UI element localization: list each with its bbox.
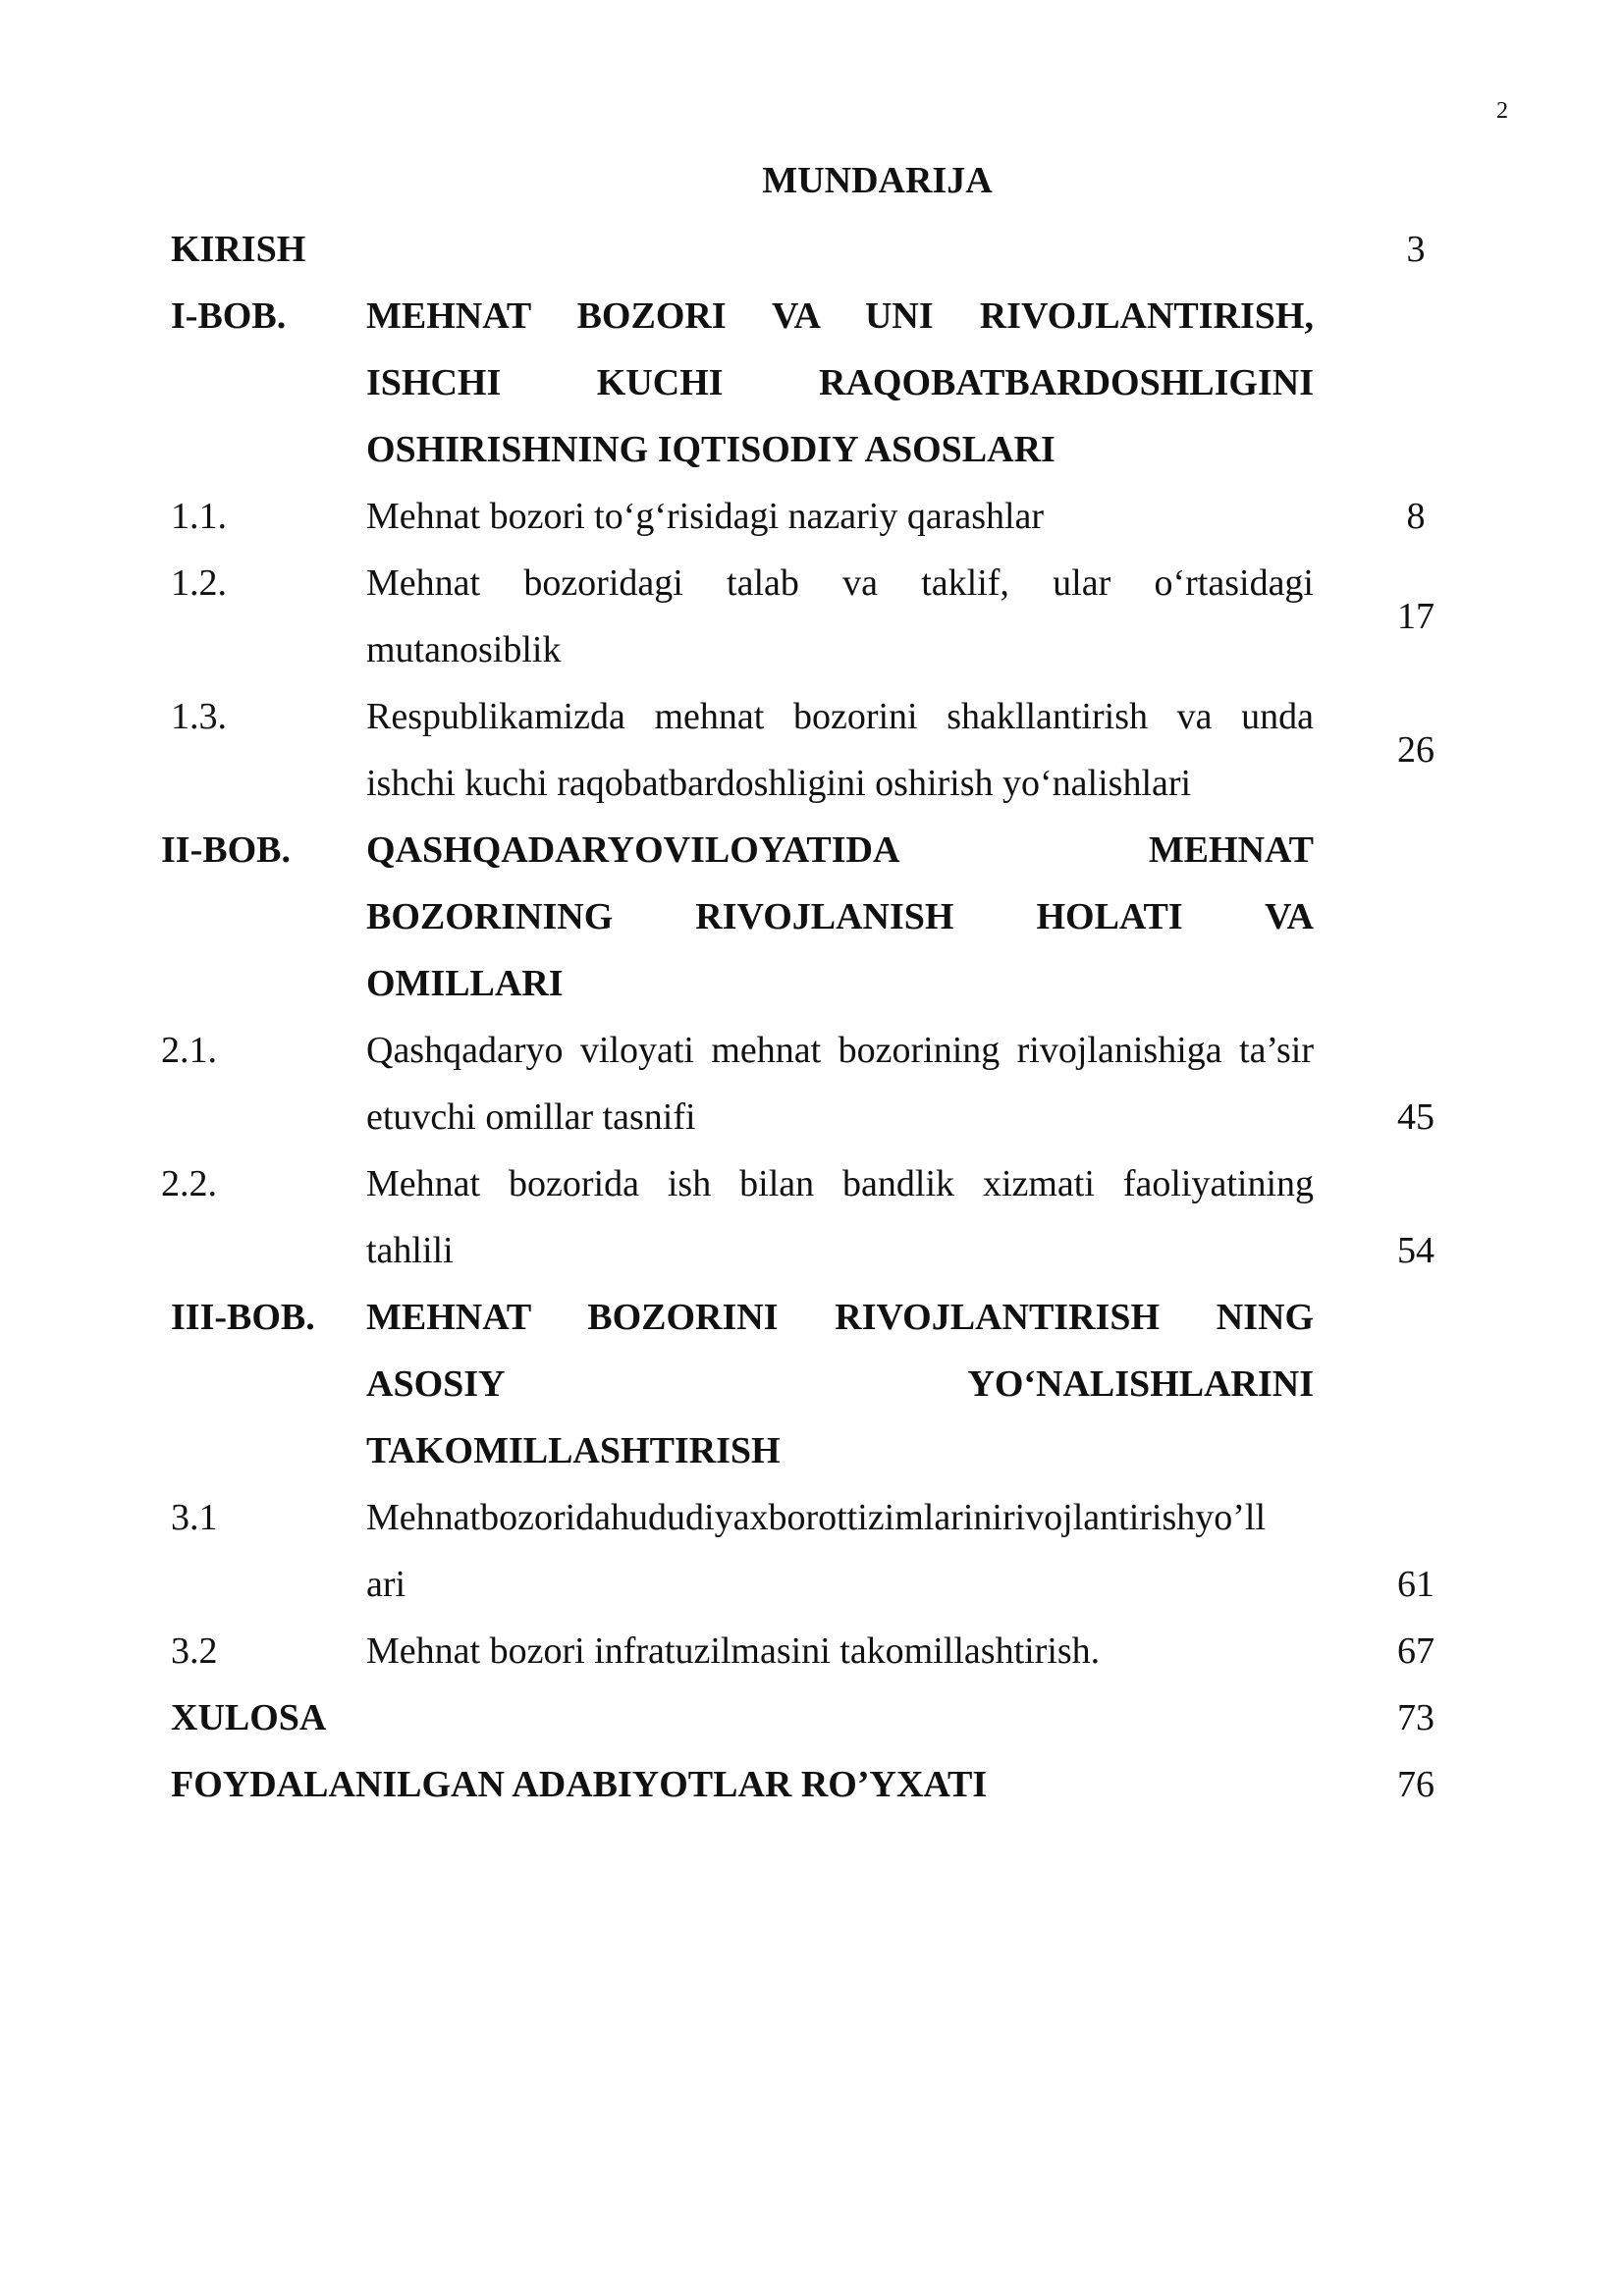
entry-label: I-BOB.	[171, 295, 287, 337]
entry-title-line: OSHIRISHNING IQTISODIY ASOSLARI	[366, 429, 1056, 470]
entry-page: 54	[1397, 1230, 1435, 1271]
entry-title-line: ari	[366, 1564, 406, 1605]
entry-title-line: ISHCHI KUCHI RAQOBATBARDOSHLIGINI	[366, 362, 1314, 403]
entry-label: FOYDALANILGAN ADABIYOTLAR RO’YXATI	[171, 1764, 988, 1805]
entry-page: 45	[1397, 1096, 1435, 1138]
entry-page: 26	[1397, 729, 1435, 771]
entry-label: 1.1.	[171, 496, 227, 537]
page-number: 2	[1496, 98, 1508, 124]
toc-title: MUNDARIJA	[762, 160, 993, 201]
entry-title-line: ASOSIY YO‘NALISHLARINI	[366, 1363, 1314, 1405]
entry-label: KIRISH	[171, 229, 306, 270]
entry-title-line: OMILLARI	[366, 963, 564, 1004]
entry-page: 76	[1397, 1764, 1435, 1805]
entry-title-line: Mehnatbozoridahududiyaxborottizimlarinirivojlantirishyo’ll	[366, 1497, 1267, 1538]
entry-title-line: Mehnat bozori to‘g‘risidagi nazariy qarashlar	[366, 496, 1045, 537]
entry-label: XULOSA	[171, 1697, 327, 1738]
entry-label: III-BOB.	[171, 1297, 315, 1338]
entry-label: 3.2	[171, 1630, 218, 1672]
entry-label: 2.1.	[161, 1030, 217, 1071]
entry-label: II-BOB.	[161, 829, 291, 871]
entry-page: 67	[1397, 1630, 1435, 1672]
entry-title-line: Qashqadaryo viloyati mehnat bozorining rivojlanishiga ta’sir	[366, 1030, 1314, 1071]
entry-page: 17	[1397, 596, 1435, 637]
entry-title-line: Mehnat bozori infratuzilmasini takomillashtirish.	[366, 1630, 1101, 1672]
entry-title-line: MEHNAT BOZORI VA UNI RIVOJLANTIRISH,	[366, 295, 1314, 337]
entry-page: 8	[1406, 496, 1426, 537]
entry-title-line: ishchi kuchi raqobatbardoshligini oshirish yo‘nalishlari	[366, 763, 1192, 804]
entry-title-line: Respublikamizda mehnat bozorini shakllantirish va unda	[366, 696, 1314, 737]
entry-title-line: tahlili	[366, 1230, 454, 1271]
entry-page: 73	[1397, 1697, 1435, 1738]
entry-label: 3.1	[171, 1497, 218, 1538]
entry-title-line: mutanosiblik	[366, 629, 562, 670]
entry-title-line: QASHQADARYOVILOYATIDA MEHNAT	[366, 829, 1314, 871]
entry-title-line: etuvchi omillar tasnifi	[366, 1096, 696, 1138]
entry-title-line: TAKOMILLASHTIRISH	[366, 1430, 781, 1471]
entry-title-line: BOZORINING RIVOJLANISH HOLATI VA	[366, 896, 1314, 937]
entry-title-line: Mehnat bozorida ish bilan bandlik xizmati faoliyatining	[366, 1163, 1314, 1204]
entry-label: 1.2.	[171, 562, 227, 604]
entry-title-line: MEHNAT BOZORINI RIVOJLANTIRISH NING	[366, 1297, 1314, 1338]
entry-label: 1.3.	[171, 696, 227, 737]
entry-page: 61	[1397, 1564, 1435, 1605]
entry-label: 2.2.	[161, 1163, 217, 1204]
entry-title-line: Mehnat bozoridagi talab va taklif, ular o‘rtasidagi	[366, 562, 1314, 604]
entry-page: 3	[1406, 229, 1426, 270]
